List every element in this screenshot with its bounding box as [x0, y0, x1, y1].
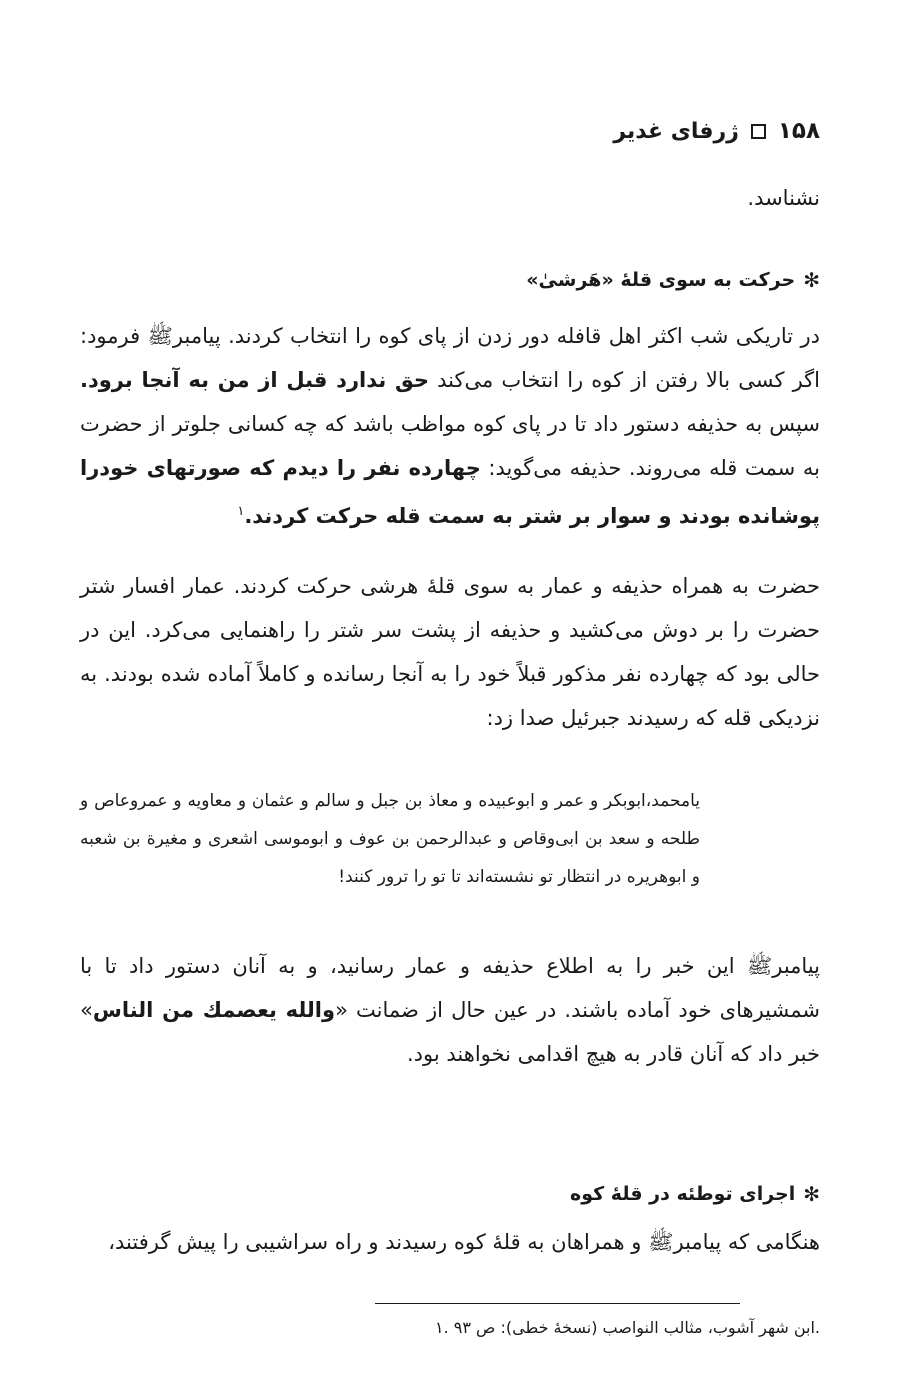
paragraph-4: هنگامی که پیامبرﷺ و همراهان به قلۀ کوه رسیدند و راه سراشیبی را پیش گرفتند، — [108, 1230, 820, 1254]
section-heading-1 — [526, 268, 820, 292]
paragraph-3-text-a: پیامبرﷺ این خبر را به اطلاع حذیفه و عمار رسانید، و به آنان دستور داد تا با شمشیرهای خود آماده باشند. در عین حال از ضمانت « — [80, 954, 820, 1022]
book-page — [80, 0, 820, 1393]
footnote-marker: ۱ — [237, 504, 245, 519]
paragraph-1-bold-b: چهارده نفر را دیدم که صورتهای خودرا پوشانده بودند و سوار بر شتر به سمت قله حرکت کردند. — [80, 456, 820, 528]
opening-fragment: نشناسد. — [747, 186, 820, 210]
paragraph-3 — [80, 944, 820, 1076]
paragraph-1 — [80, 314, 820, 538]
running-header — [613, 118, 820, 144]
paragraph-1-text-b: سپس به حذیفه دستور داد تا در پای کوه مواظب باشد که چه کسانی جلوتر از حضرت به سمت قله می‌روند. حذیفه می‌گوید: — [80, 412, 820, 480]
section-heading-2 — [570, 1182, 820, 1206]
page-number: ۱۵۸ — [777, 118, 820, 144]
section-heading-1-text: حرکت به سوی قلۀ «هَرشیٰ» — [526, 269, 796, 291]
gabriel-quote: یامحمد،ابوبکر و عمر و ابوعبیده و معاذ بن جبل و سالم و عثمان و معاویه و عمروعاص و طلحه و سعد بن ابی‌وقاص و عبدالرحمن بن عوف و ابوموسی اشعری و مغیرة بن شعبه و ابوهریره در انتظار تو نشسته‌اند تا تو را ترور کنند! — [80, 791, 700, 887]
paragraph-3-text-b: » خبر داد که آنان قادر به هیچ اقدامی نخواهند بود. — [80, 998, 820, 1066]
footnote-text: ۱. ابن شهر آشوب، مثالب النواصب (نسخۀ خطی): ص ۹۳. — [435, 1318, 820, 1337]
paragraph-1-bold-a: حق ندارد قبل از من به آنجا برود. — [80, 368, 430, 392]
asterisk-icon: ✻ — [803, 1182, 820, 1206]
paragraph-3-bold-verse: والله یعصمك من الناس — [92, 998, 336, 1022]
section-heading-2-text: اجرای توطئه در قلۀ کوه — [570, 1183, 796, 1205]
paragraph-2: حضرت به همراه حذیفه و عمار به سوی قلۀ هرشی حرکت کردند. عمار افسار شتر حضرت را بر دوش می‌کشید و حذیفه از پشت سر شتر را راهنمایی می‌کرد. این در حالی بود که چهارده نفر مذکور قبلاً خود را به آنجا رسانده و کاملاً آماده شده بودند. به نزدیکی قله که رسیدند جبرئیل صدا زد: — [80, 574, 820, 730]
asterisk-icon: ✻ — [803, 268, 820, 292]
book-title: ژرفای غدیر — [613, 118, 739, 144]
paragraph-1-text-a: در تاریکی شب اکثر اهل قافله دور زدن از پای کوه را انتخاب کردند. پیامبرﷺ فرمود: اگر کسی بالا رفتن از کوه را انتخاب می‌کند — [80, 324, 820, 392]
separator-square-icon — [751, 124, 766, 139]
footnote-divider — [375, 1303, 740, 1304]
